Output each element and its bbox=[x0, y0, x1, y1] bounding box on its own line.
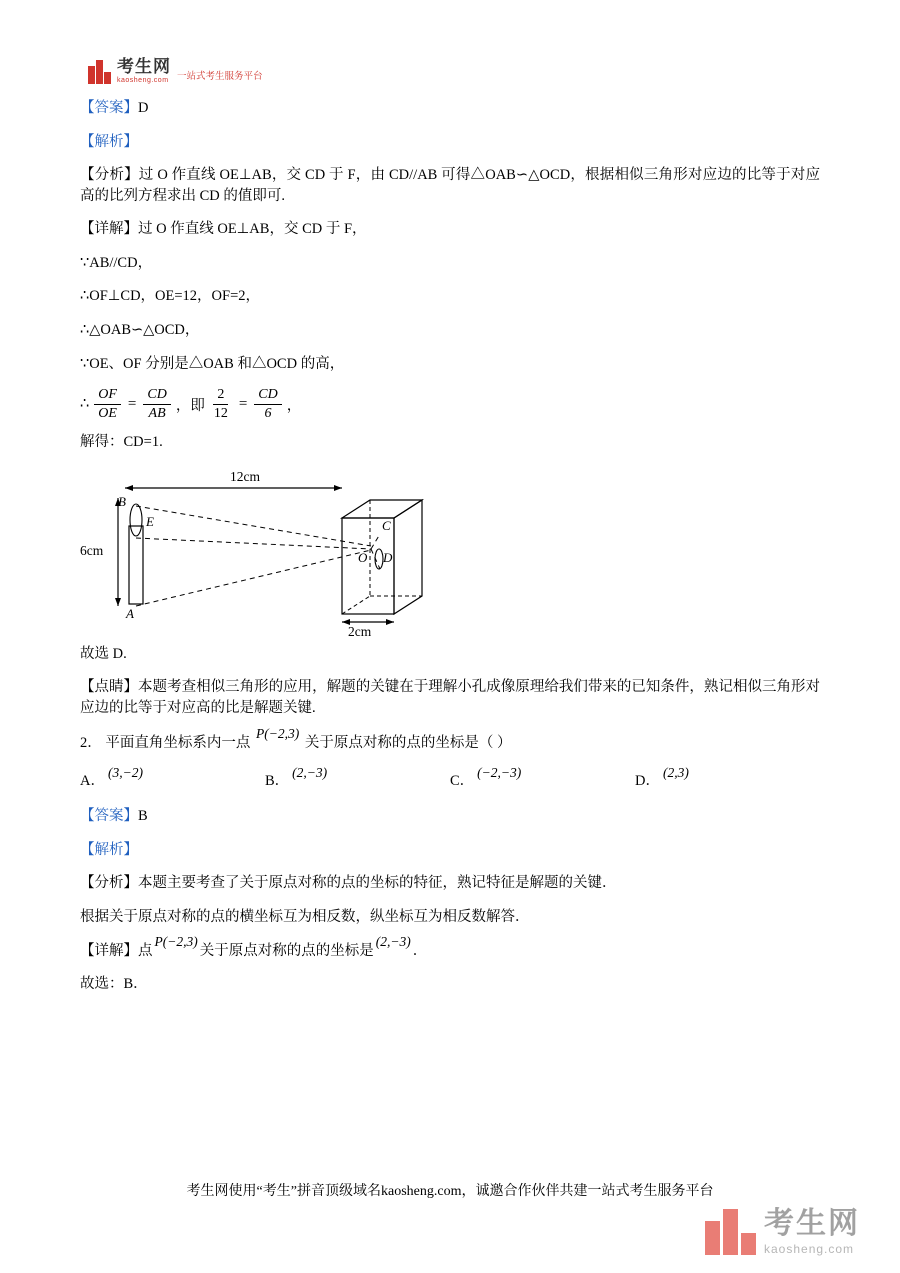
figure-point-E: E bbox=[146, 513, 154, 529]
q2-xiangjie-point-2: (2,−3) bbox=[375, 933, 411, 949]
figure-point-O: O bbox=[358, 549, 368, 565]
q2-choice-d[interactable] bbox=[635, 765, 820, 790]
q1-step-3: ∴△OAB∽△OCD， bbox=[80, 322, 200, 339]
logo-slogan: 一站式考生服务平台 bbox=[177, 71, 263, 82]
footer-logo-cn: 考生网 bbox=[764, 1207, 860, 1240]
figure-point-B: B bbox=[118, 493, 126, 509]
fraction-of-over-oe bbox=[94, 387, 121, 422]
footer-logo-mark-icon bbox=[705, 1209, 756, 1255]
q2-fenxi-text: 本题主要考查了关于原点对称的点的坐标的特征，熟记特征是解题的关键． bbox=[138, 875, 617, 892]
q2-stem-point: P(−2,3) bbox=[256, 726, 300, 742]
q1-analysis-tag: 【解析】 bbox=[80, 133, 138, 150]
q1-analysis-tag-line bbox=[80, 132, 820, 153]
q2-choice-c-value: (−2,−3) bbox=[477, 765, 522, 781]
q2-fenxi-line-2: 根据关于原点对称的点的横坐标互为相反数，纵坐标互为相反数解答． bbox=[80, 909, 530, 925]
logo-text bbox=[117, 58, 171, 84]
q2-stem-after: 关于原点对称的点的坐标是（ ） bbox=[304, 735, 512, 752]
q2-choice-a-label: A． bbox=[80, 773, 105, 790]
logo-cn-text: 考生网 bbox=[117, 57, 171, 76]
fraction-numerator: CD bbox=[254, 387, 281, 405]
footer-text: 考生网使用“考生”拼音顶级域名kaosheng.com，诚邀合作伙伴共建一站式考生服务平台 bbox=[186, 1184, 714, 1199]
footer-watermark-logo bbox=[705, 1209, 860, 1255]
q2-xiangjie-before: 点 bbox=[138, 942, 153, 959]
q1-xiangjie-line bbox=[80, 219, 820, 240]
figure-label-12cm: 12cm bbox=[230, 468, 260, 484]
site-logo bbox=[88, 58, 263, 84]
footer-logo-en: kaosheng.com bbox=[764, 1242, 855, 1256]
equation-equals-1: = bbox=[127, 396, 137, 413]
q1-dianjing-text: 本题考查相似三角形的应用，解题的关键在于理解小孔成像原理给我们带来的已知条件，熟记相似三角形对应边的比等于对应高的比是解题关键. bbox=[80, 679, 821, 716]
q1-conclusion: 故选 D. bbox=[80, 645, 127, 662]
q1-xiangjie-text: 过 O 作直线 OE⊥AB，交 CD 于 F， bbox=[138, 221, 367, 238]
q1-step-2: ∴OF⊥CD，OE=12，OF=2， bbox=[80, 288, 261, 305]
q2-choice-b[interactable] bbox=[265, 765, 450, 790]
q2-conclusion: 故选：B． bbox=[80, 976, 148, 993]
fraction-2-over-12 bbox=[210, 387, 232, 422]
q2-xiangjie-line bbox=[80, 933, 820, 962]
q2-analysis-tag-line bbox=[80, 840, 820, 861]
figure-svg bbox=[80, 466, 500, 634]
q1-xiangjie-tag: 【详解】 bbox=[80, 221, 138, 238]
q2-xiangjie-tag: 【详解】 bbox=[80, 942, 138, 959]
fraction-denominator: OE bbox=[98, 406, 117, 422]
figure-label-6cm: 6cm bbox=[80, 542, 104, 558]
footer-logo-text bbox=[764, 1209, 860, 1255]
q2-choice-b-value: (2,−3) bbox=[292, 765, 328, 781]
fraction-numerator: 2 bbox=[213, 387, 228, 405]
q2-choice-c[interactable] bbox=[450, 765, 635, 790]
q1-solve-line: 解得：CD=1. bbox=[80, 434, 163, 451]
q2-fenxi-tag: 【分析】 bbox=[80, 875, 138, 892]
q2-answer-line bbox=[80, 806, 820, 827]
q1-dianjing-tag: 【点睛】 bbox=[80, 679, 139, 696]
fraction-cd-over-ab bbox=[143, 387, 170, 422]
document-content bbox=[80, 98, 820, 1008]
q2-choice-d-value: (2,3) bbox=[662, 765, 689, 781]
q1-step-4: ∵OE、OF 分别是△OAB 和△OCD 的高， bbox=[80, 355, 345, 372]
q2-fenxi-line bbox=[80, 873, 820, 894]
q2-choices bbox=[80, 765, 820, 790]
equation-middle-text: ，即 bbox=[175, 398, 205, 415]
fraction-numerator: OF bbox=[94, 387, 121, 405]
q2-number: 2． bbox=[80, 735, 102, 752]
q2-analysis-tag: 【解析】 bbox=[80, 841, 138, 858]
q2-answer-tag: 【答案】 bbox=[80, 808, 138, 825]
q2-choice-a-value: (3,−2) bbox=[107, 765, 143, 781]
fraction-denominator: AB bbox=[148, 406, 166, 422]
figure-label-2cm: 2cm bbox=[348, 623, 372, 639]
fraction-numerator: CD bbox=[143, 387, 170, 405]
q1-answer-tag: 【答案】 bbox=[80, 100, 138, 116]
q2-xiangjie-point: P(−2,3) bbox=[154, 933, 198, 949]
q1-answer-value: D bbox=[138, 100, 149, 116]
q2-stem bbox=[80, 726, 820, 755]
figure-point-C: C bbox=[382, 517, 391, 533]
fraction-denominator: 12 bbox=[213, 406, 228, 422]
equation-prefix: ∴ bbox=[80, 396, 90, 413]
q2-choice-b-label: B． bbox=[265, 773, 290, 790]
equation-suffix: ， bbox=[286, 398, 302, 415]
q2-xiangjie-after: ． bbox=[412, 942, 428, 959]
equation-equals-2: = bbox=[238, 396, 248, 413]
q1-equation bbox=[80, 387, 820, 422]
q2-answer-value: B bbox=[138, 808, 148, 825]
logo-mark-icon bbox=[88, 60, 111, 84]
q2-stem-before: 平面直角坐标系内一点 bbox=[105, 735, 251, 752]
q1-fenxi-tag: 【分析】 bbox=[80, 167, 139, 184]
q1-dianjing-line bbox=[80, 677, 820, 718]
q2-xiangjie-middle: 关于原点对称的点的坐标是 bbox=[199, 942, 374, 959]
q1-step-1: ∵AB//CD， bbox=[80, 254, 153, 271]
figure-point-D: D bbox=[383, 549, 393, 565]
fraction-denominator: 6 bbox=[264, 406, 272, 422]
q2-choice-d-label: D． bbox=[635, 773, 660, 790]
logo-en-text: kaosheng.com bbox=[117, 77, 169, 84]
fraction-cd-over-6 bbox=[254, 387, 281, 422]
q2-choice-c-label: C． bbox=[450, 773, 475, 790]
q1-answer-line bbox=[80, 98, 820, 119]
q2-choice-a[interactable] bbox=[80, 765, 265, 790]
figure-point-A: A bbox=[126, 605, 134, 621]
q1-fenxi-text: 过 O 作直线 OE⊥AB，交 CD 于 F，由 CD//AB 可得△OAB∽△OCD，根据相似三角形对应边的比等于对应高的比列方程求出 CD 的值即可. bbox=[80, 167, 821, 204]
q1-fenxi-line bbox=[80, 165, 820, 206]
pinhole-camera-figure bbox=[80, 466, 500, 639]
